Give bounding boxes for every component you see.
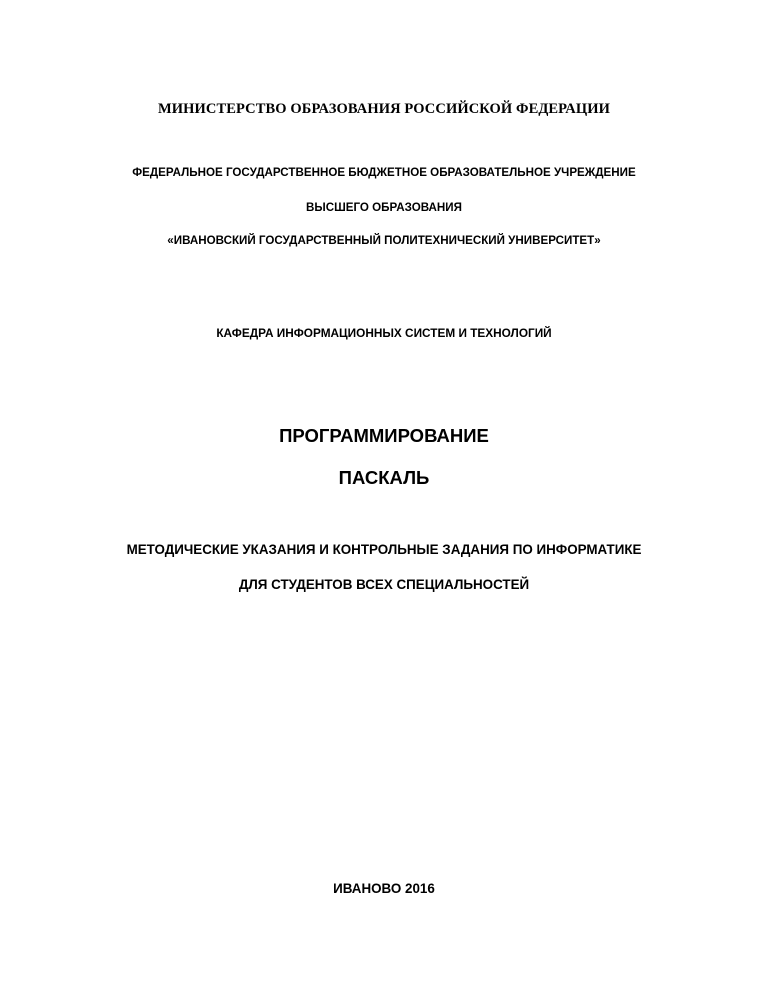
department-heading: КАФЕДРА ИНФОРМАЦИОННЫХ СИСТЕМ И ТЕХНОЛОГИЙ [216, 326, 552, 340]
document-title-line-1: ПРОГРАММИРОВАНИЕ [279, 425, 489, 446]
subtitle-line-1: МЕТОДИЧЕСКИЕ УКАЗАНИЯ И КОНТРОЛЬНЫЕ ЗАДАНИЯ ПО ИНФОРМАТИКЕ [126, 542, 642, 557]
ministry-heading: МИНИСТЕРСТВО ОБРАЗОВАНИЯ РОССИЙСКОЙ ФЕДЕРАЦИИ [158, 101, 610, 117]
institution-line-2: ВЫСШЕГО ОБРАЗОВАНИЯ [306, 201, 462, 214]
institution-line-3: «ИВАНОВСКИЙ ГОСУДАРСТВЕННЫЙ ПОЛИТЕХНИЧЕСКИЙ УНИВЕРСИТЕТ» [167, 234, 601, 247]
institution-line-1: ФЕДЕРАЛЬНОЕ ГОСУДАРСТВЕННОЕ БЮДЖЕТНОЕ ОБРАЗОВАТЕЛЬНОЕ УЧРЕЖДЕНИЕ [132, 166, 636, 179]
city-year: ИВАНОВО 2016 [333, 881, 435, 896]
document-title-line-2: ПАСКАЛЬ [338, 467, 430, 488]
subtitle-line-2: ДЛЯ СТУДЕНТОВ ВСЕХ СПЕЦИАЛЬНОСТЕЙ [238, 577, 530, 592]
